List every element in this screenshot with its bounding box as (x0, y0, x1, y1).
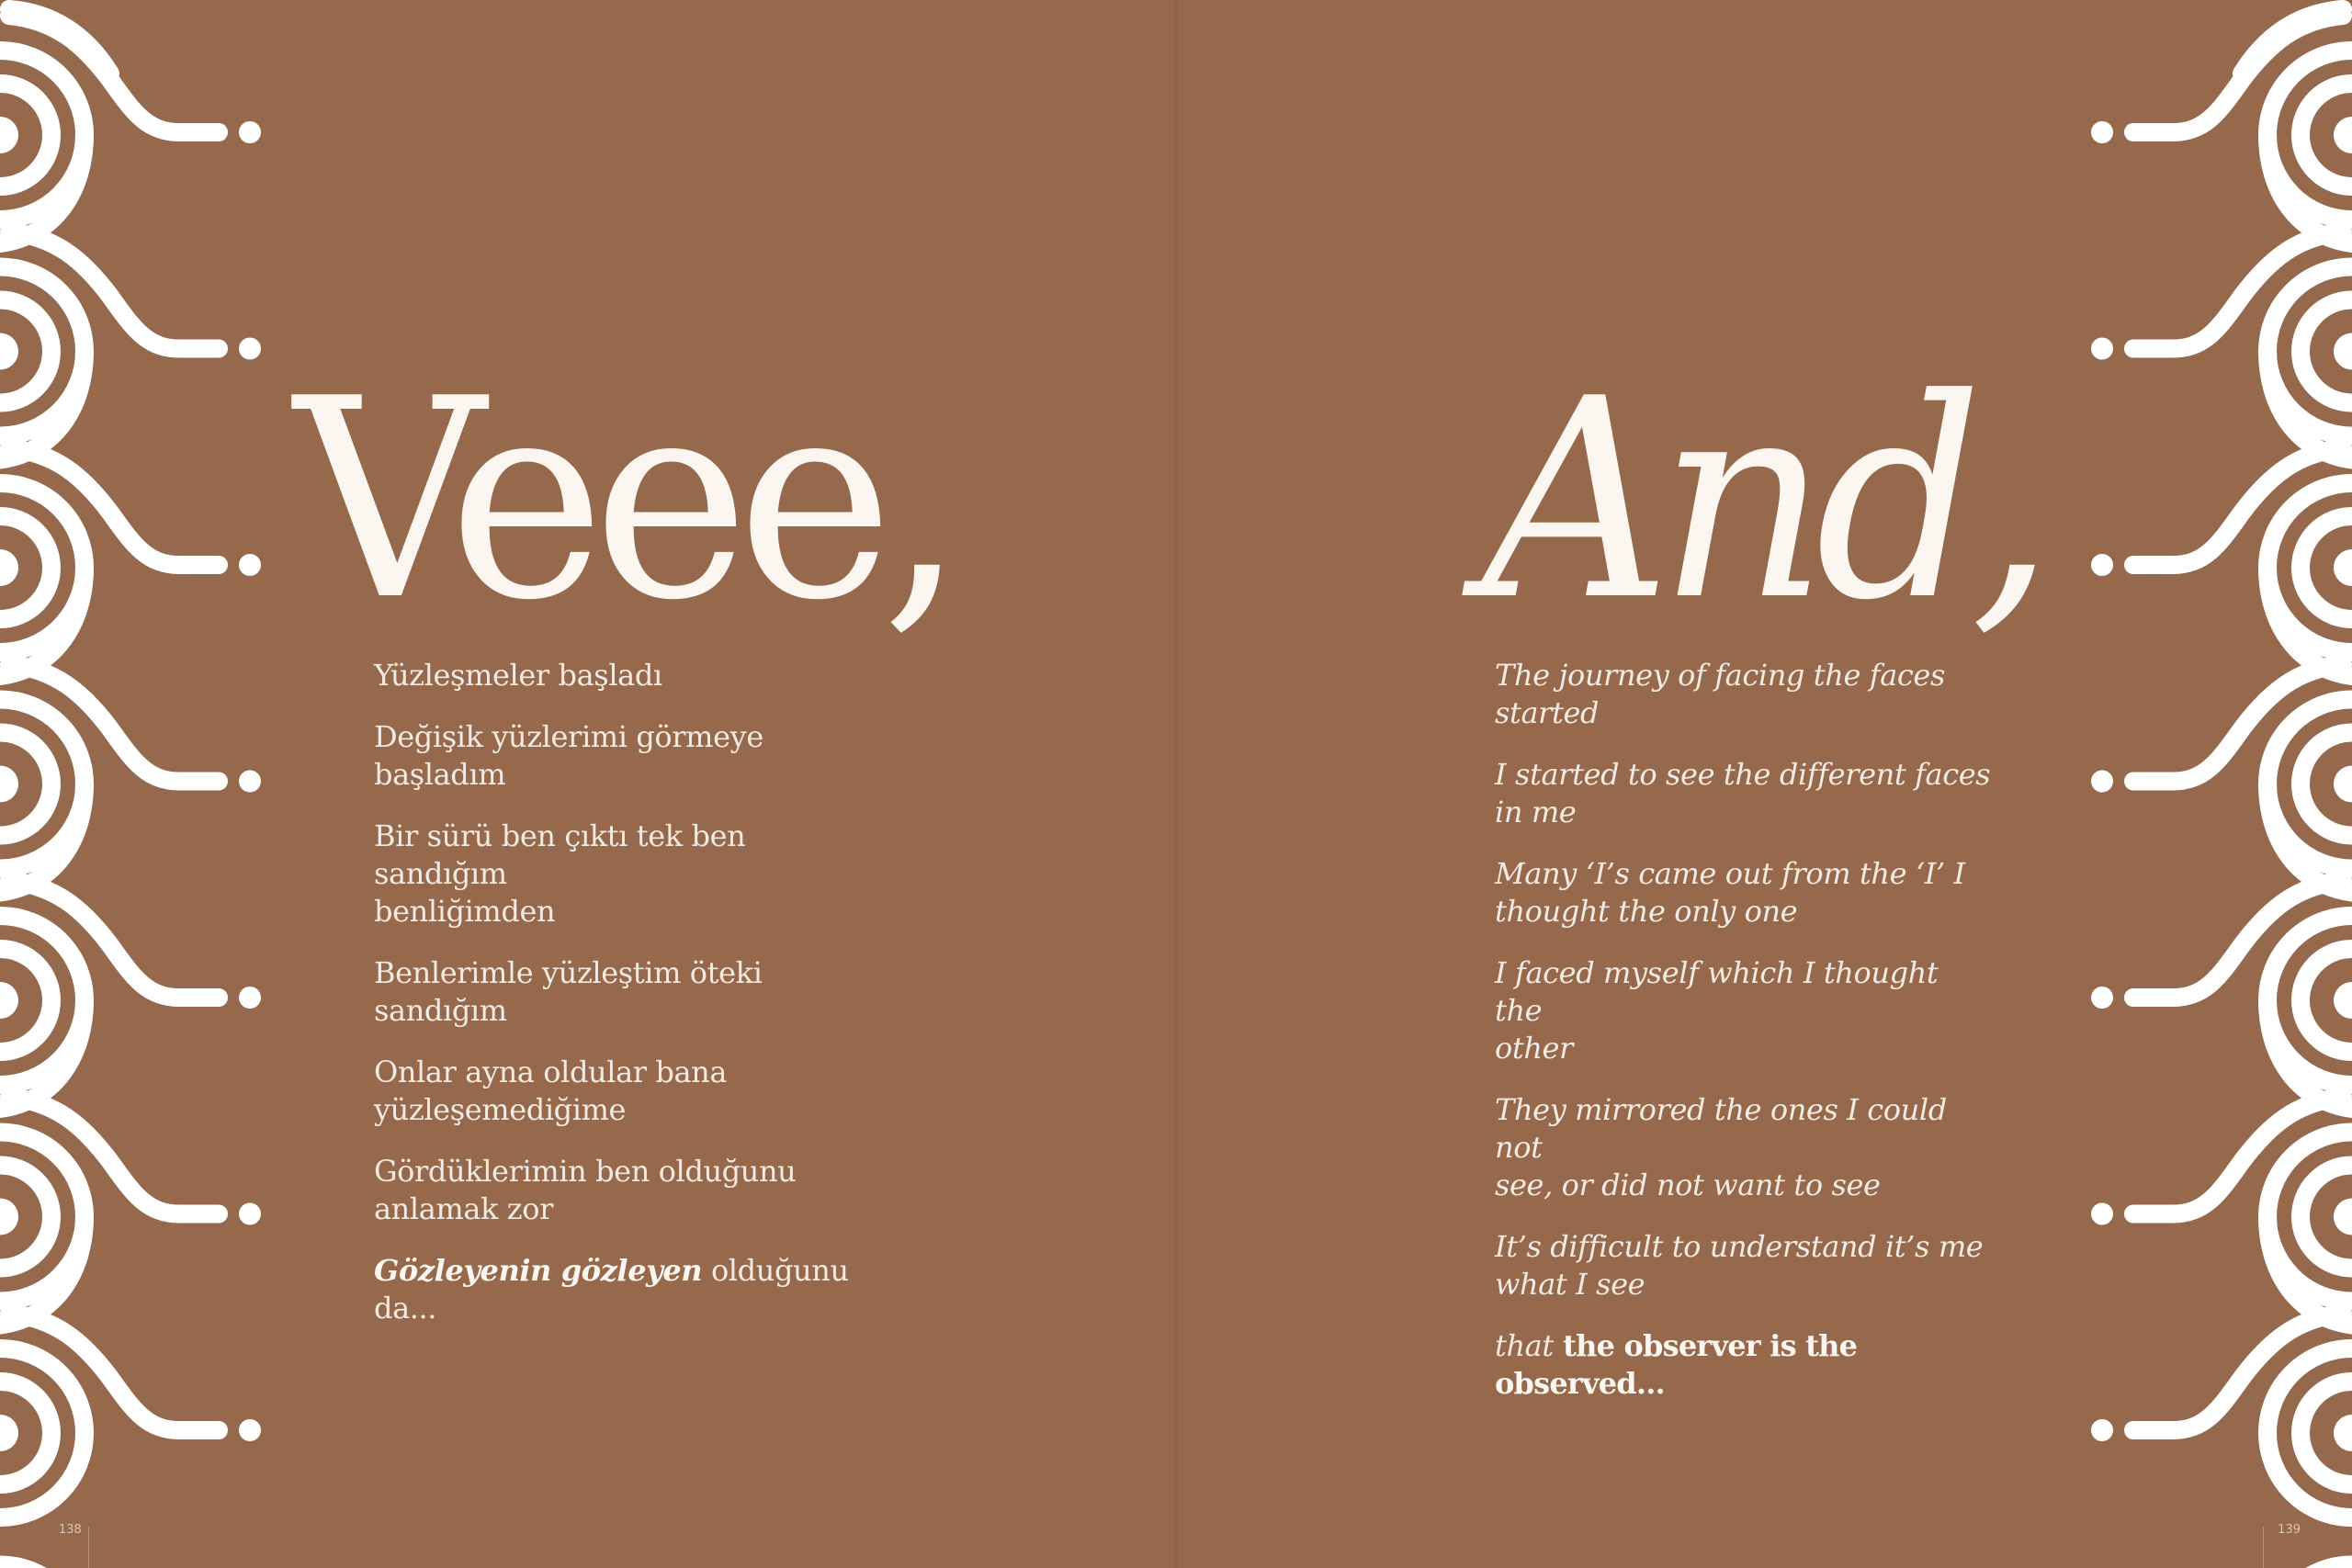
verse-3: Many ‘I’s came out from the ‘I’ I thought the only one (1495, 856, 1965, 929)
verse-1: Yüzleşmeler başladı (374, 658, 662, 693)
verse-7: Gözleyenin gözleyen olduğunu da... (374, 1253, 849, 1325)
spiral-border-left-icon (0, 0, 266, 1568)
verse-1: The journey of facing the faces started (1495, 658, 1945, 730)
verse-7-emphasis: Gözleyenin gözleyen (374, 1253, 703, 1288)
verse-6: Gördüklerimin ben olduğunu anlamak zor (374, 1154, 797, 1226)
page-number-right: 139 (2278, 1523, 2301, 1537)
verse-2: I started to see the different faces in me (1495, 757, 1991, 829)
page-number-left: 138 (59, 1523, 82, 1537)
right-verses (1495, 657, 1991, 1427)
verse-6: It’s difficult to understand it’s me what I see (1495, 1229, 1984, 1302)
folio-rule-left (88, 1527, 89, 1568)
left-heading: Veee, (294, 340, 954, 660)
verse-4: Benlerimle yüzleştim öteki sandığım (374, 955, 763, 1028)
verse-7: that the observer is the observed... (1495, 1328, 1858, 1401)
verse-2: Değişik yüzlerimi görmeye başladım (374, 719, 763, 792)
spiral-border-right-icon (2086, 0, 2352, 1568)
verse-5: Onlar ayna oldular bana yüzleşemediğime (374, 1055, 728, 1127)
right-heading: And, (1482, 340, 2042, 660)
verse-3: Bir sürü ben çıktı tek ben sandığım benliğimden (374, 818, 746, 929)
left-verses (374, 657, 870, 1351)
folio-rule-right (2263, 1527, 2264, 1568)
right-page (1176, 0, 2352, 1568)
verse-5: They mirrored the ones I could not see, or did not want to see (1495, 1092, 1947, 1202)
verse-7-emphasis: the observer is the observed... (1495, 1328, 1858, 1401)
verse-4: I faced myself which I thought the other (1495, 955, 1939, 1066)
